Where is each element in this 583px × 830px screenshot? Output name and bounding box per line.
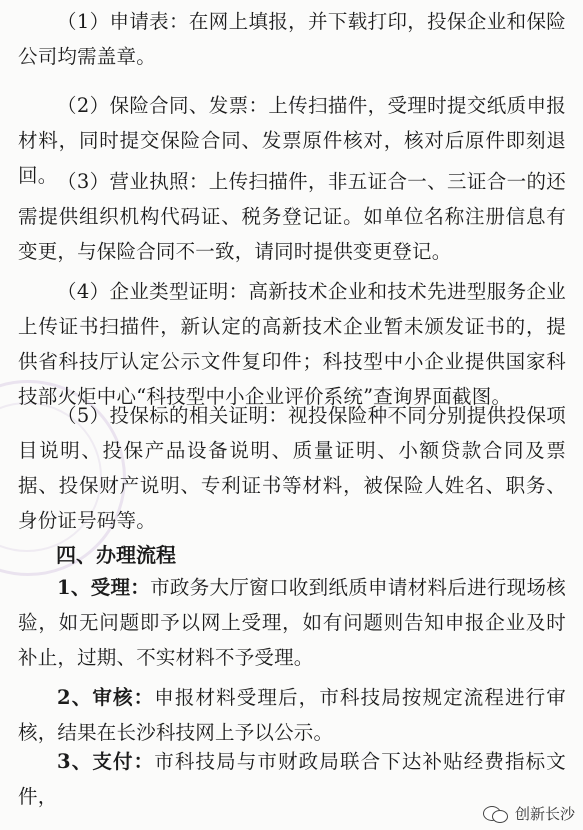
paragraph-business-license: （3）营业执照：上传扫描件，非五证合一、三证合一的还需提供组织机构代码证、税务登记证。如单位名称注册信息有变更，与保险合同不一致，请同时提供变更登记。	[18, 170, 566, 263]
step-lead: 2、审核：	[57, 686, 155, 709]
watermark	[483, 803, 575, 824]
watermark-label: 创新长沙	[514, 805, 575, 823]
section-heading: 四、办理流程	[56, 543, 176, 567]
wechat-icon	[483, 804, 509, 824]
step-text: 市政务大厅窗口收到纸质申请材料后进行现场核验，如无问题即予以网上受理，如有问题则告知申报企业及时补止，过期、不实材料不予受理。	[18, 576, 567, 669]
step-lead: 1、受理：	[57, 576, 151, 599]
step-acceptance	[18, 570, 566, 675]
paragraph-enterprise-type: （4）企业类型证明：高新技术企业和技术先进型服务企业上传证书扫描件，新认定的高新技术企业暂未颁发证书的，提供省科技厅认定公示文件复印件；科技型中小企业提供国家科技部火炬中心“科技型中小企业评价系统”查询界面截图。	[18, 280, 566, 408]
paragraph-insurance-contract: （2）保险合同、发票：上传扫描件，受理时提交纸质申报材料，同时提交保险合同、发票原件核对，核对后原件即刻退回。	[18, 94, 566, 187]
step-lead: 3、支付：	[57, 750, 155, 773]
step-text: 申报材料受理后，市科技局按规定流程进行审核，结果在长沙科技网上予以公示。	[18, 686, 566, 744]
paragraph-underwriting-proof: （5）投保标的相关证明：视投保险种不同分别提供投保项目说明、投保产品设备说明、质量证明、小额贷款合同及票据、投保财产说明、专利证书等材料，被保险人姓名、职务、身份证号码等。	[18, 404, 566, 532]
step-review	[18, 680, 566, 750]
paragraph-application-form: （1）申请表：在网上填报，并下载打印，投保企业和保险公司均需盖章。	[18, 10, 566, 68]
step-text: 市科技局与市财政局联合下达补贴经费指标文件，	[18, 750, 566, 808]
